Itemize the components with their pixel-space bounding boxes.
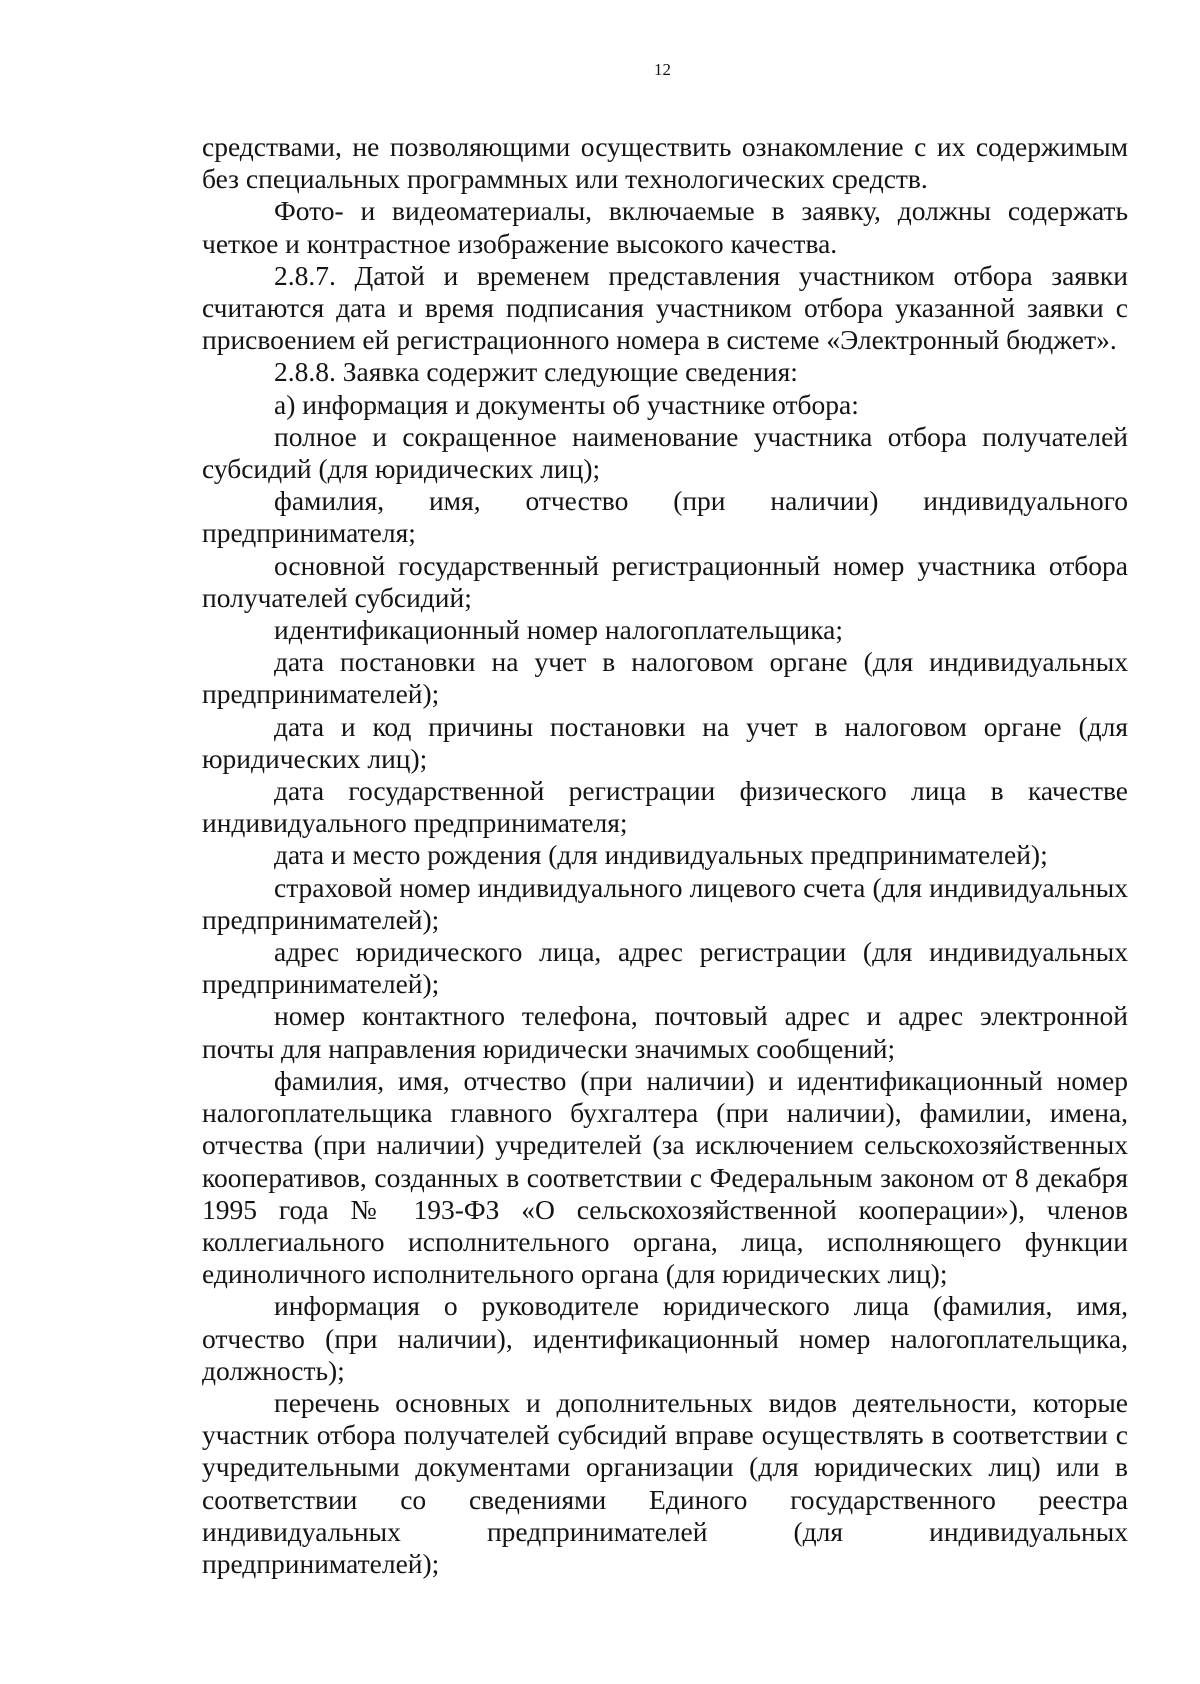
list-item-snils: страховой номер индивидуального лицевого счета (для индивидуальных предпринимателей); (202, 871, 1128, 935)
paragraph-media-requirements: Фото- и видеоматериалы, включаемые в заявку, должны содержать четкое и контрастное изображение высокого качества. (202, 195, 1128, 259)
clause-2-8-7: 2.8.7. Датой и временем представления участником отбора заявки считаются дата и время подписания участником отбора указанной заявки с присвоением ей регистрационного номера в системе «Электронный бюджет». (202, 259, 1128, 356)
list-item-state-registration-date: дата государственной регистрации физического лица в качестве индивидуального предпринимателя; (202, 775, 1128, 839)
list-item-full-name: полное и сокращенное наименование участника отбора получателей субсидий (для юридических лиц); (202, 420, 1128, 485)
list-item-contacts: номер контактного телефона, почтовый адрес и адрес электронной почты для направления юридически значимых сообщений; (202, 1000, 1128, 1064)
list-item-entrepreneur-name: фамилия, имя, отчество (при наличии) индивидуального предпринимателя; (202, 485, 1128, 549)
list-item-address: адрес юридического лица, адрес регистрации (для индивидуальных предпринимателей); (202, 936, 1128, 1000)
paragraph-continuation: средствами, не позволяющими осуществить ознакомление с их содержимым без специальных программных или технологических средств. (202, 131, 1128, 195)
document-body (202, 131, 1128, 1580)
clause-2-8-8: 2.8.8. Заявка содержит следующие сведения: (274, 356, 798, 388)
list-item-head-info: информация о руководителе юридического лица (фамилия, имя, отчество (при наличии), идентификационный номер налогоплательщика, должность); (202, 1290, 1128, 1386)
list-item-ogrn: основной государственный регистрационный номер участника отбора получателей субсидий; (202, 549, 1128, 613)
page-number: 12 (654, 60, 671, 79)
list-item-activity-types: перечень основных и дополнительных видов деятельности, которые участник отбора получателей субсидий вправе осуществлять в соответствии с учредительными документами организации (для юридических лиц) или в соответствии со сведениями Единого государственного реестра индивидуальных предпринимателей (для индивидуальных предпринимателей); (202, 1386, 1128, 1579)
list-item-tax-registration-date: дата постановки на учет в налоговом органе (для индивидуальных предпринимателей); (202, 646, 1128, 710)
list-item-accountant-founders: фамилия, имя, отчество (при наличии) и идентификационный номер налогоплательщика главного бухгалтера (при наличии), фамилии, имена, отчества (при наличии) учредителей (за исключением сельскохозяйственных кооперативов, созданных в соответствии с Федеральным законом от 8 декабря 1995 года № 193-ФЗ «О сельскохозяйственной кооперации»), членов коллегиального исполнительного органа, лица, исполняющего функции единоличного исполнительного органа (для юридических лиц); (202, 1064, 1128, 1290)
subclause-a: а) информация и документы об участнике отбора: (274, 388, 859, 420)
list-item-kpp: дата и код причины постановки на учет в налоговом органе (для юридических лиц); (202, 710, 1128, 774)
list-item-birth-date-place: дата и место рождения (для индивидуальных предпринимателей); (274, 839, 1048, 871)
list-item-inn: идентификационный номер налогоплательщика; (274, 614, 844, 646)
